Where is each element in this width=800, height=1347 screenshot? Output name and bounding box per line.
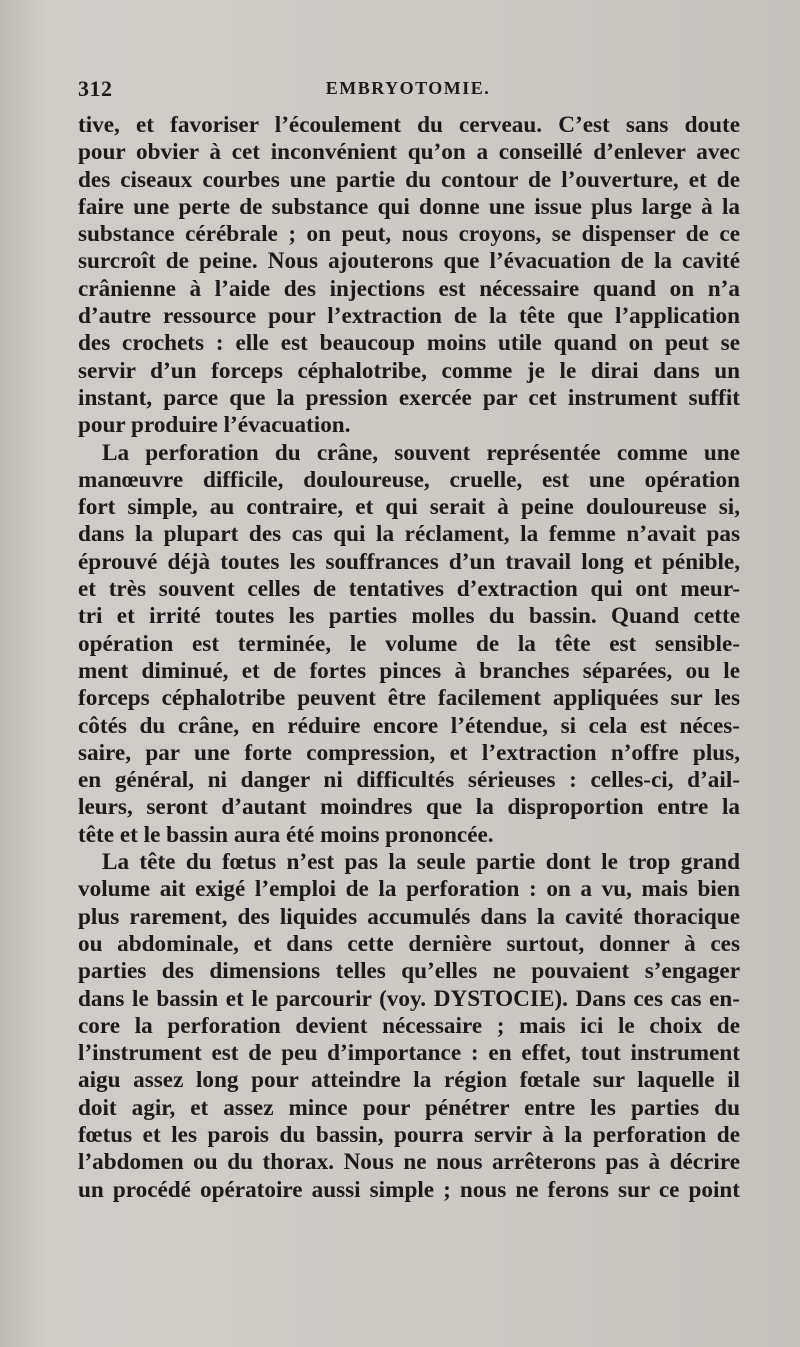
text-line: instant, parce que la pression exercée par cet instrument suffit bbox=[78, 384, 740, 411]
text-line: crânienne à l’aide des injections est nécessaire quand on n’a bbox=[78, 275, 740, 302]
paragraph-start-line: La tête du fœtus n’est pas la seule partie dont le trop grand bbox=[102, 849, 740, 876]
text-line: plus rarement, des liquides accumulés dans la cavité thoracique bbox=[78, 903, 740, 930]
text-line: forceps céphalotribe peuvent être facilement appliquées sur les bbox=[78, 685, 740, 712]
body-text bbox=[78, 112, 740, 1204]
paragraph-end-line: tête et le bassin aura été moins prononcée. bbox=[78, 821, 494, 848]
text-line: core la perforation devient nécessaire ; mais ici le choix de bbox=[78, 1012, 740, 1039]
paragraph-start-line: La perforation du crâne, souvent représentée comme une bbox=[102, 439, 740, 466]
text-line: tri et irrité toutes les parties molles du bassin. Quand cette bbox=[78, 603, 740, 630]
text-line: côtés du crâne, en réduire encore l’étendue, si cela est néces- bbox=[78, 712, 740, 739]
text-line: surcroît de peine. Nous ajouterons que l’évacuation de la cavité bbox=[78, 248, 740, 275]
text-line: ou abdominale, et dans cette dernière surtout, donner à ces bbox=[78, 930, 740, 957]
page-header bbox=[78, 76, 738, 104]
text-line: d’autre ressource pour l’extraction de la tête que l’application bbox=[78, 303, 740, 330]
text-line: tive, et favoriser l’écoulement du cerveau. C’est sans doute bbox=[78, 112, 740, 138]
running-title: EMBRYOTOMIE. bbox=[325, 78, 491, 98]
text-line: éprouvé déjà toutes les souffrances d’un travail long et pénible, bbox=[78, 548, 740, 575]
text-line: manœuvre difficile, douloureuse, cruelle, est une opération bbox=[78, 466, 740, 493]
text-line: pour obvier à cet inconvénient qu’on a conseillé d’enlever avec bbox=[78, 139, 740, 166]
text-line: fœtus et les parois du bassin, pourra servir à la perforation de bbox=[78, 1121, 740, 1148]
text-line: ment diminué, et de fortes pinces à branches séparées, ou le bbox=[78, 657, 740, 684]
text-line: volume ait exigé l’emploi de la perforation : on a vu, mais bien bbox=[78, 876, 740, 903]
text-line: des ciseaux courbes une partie du contour de l’ouverture, et de bbox=[78, 166, 740, 193]
paragraph-end-line: pour produire l’évacuation. bbox=[78, 412, 351, 439]
text-line: parties des dimensions telles qu’elles ne pouvaient s’engager bbox=[78, 958, 740, 985]
text-line: et très souvent celles de tentatives d’extraction qui ont meur- bbox=[78, 576, 740, 603]
text-line: des crochets : elle est beaucoup moins utile quand on peut se bbox=[78, 330, 740, 357]
text-line: opération est terminée, le volume de la tête est sensible- bbox=[78, 630, 740, 657]
text-line: un procédé opératoire aussi simple ; nous ne ferons sur ce point bbox=[78, 1176, 740, 1203]
text-line: aigu assez long pour atteindre la région fœtale sur laquelle il bbox=[78, 1067, 740, 1094]
text-line: servir d’un forceps céphalotribe, comme je le dirai dans un bbox=[78, 357, 740, 384]
text-line: en général, ni danger ni difficultés sérieuses : celles-ci, d’ail- bbox=[78, 767, 740, 794]
text-line: leurs, seront d’autant moindres que la disproportion entre la bbox=[78, 794, 740, 821]
text-line: doit agir, et assez mince pour pénétrer entre les parties du bbox=[78, 1094, 740, 1121]
text-line: saire, par une forte compression, et l’extraction n’offre plus, bbox=[78, 739, 740, 766]
text-line: faire une perte de substance qui donne une issue plus large à la bbox=[78, 193, 740, 220]
text-line: dans la plupart des cas qui la réclament, la femme n’avait pas bbox=[78, 521, 740, 548]
page-number: 312 bbox=[78, 76, 113, 101]
text-line: substance cérébrale ; on peut, nous croyons, se dispenser de ce bbox=[78, 221, 740, 248]
text-line: dans le bassin et le parcourir (voy. DYSTOCIE). Dans ces cas en- bbox=[78, 985, 740, 1012]
text-line: l’instrument est de peu d’importance : en effet, tout instrument bbox=[78, 1040, 740, 1067]
text-line: l’abdomen ou du thorax. Nous ne nous arrêterons pas à décrire bbox=[78, 1149, 740, 1176]
text-line: fort simple, au contraire, et qui serait à peine douloureuse si, bbox=[78, 494, 740, 521]
